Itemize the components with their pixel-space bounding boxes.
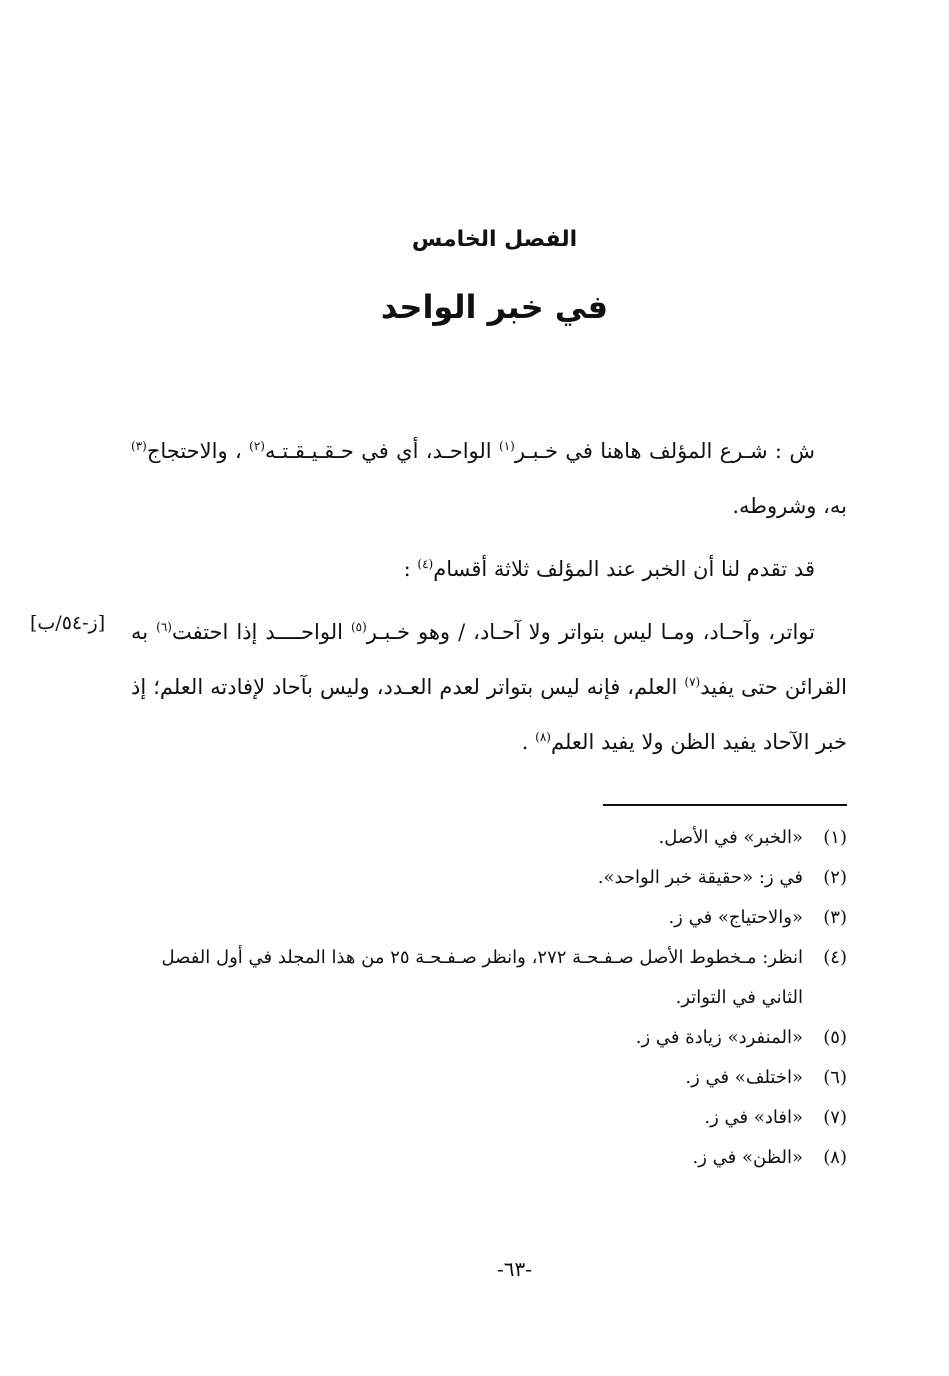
text-run: : [403,557,418,581]
text-run: . [521,730,536,754]
text-run: به، وشروطه. [732,494,847,518]
footnote-number: (٥) [823,1027,847,1048]
footnote-ref[interactable]: (٨) [535,730,551,744]
text-run: ، والاحتجاج [146,439,250,463]
footnote-ref[interactable]: (١) [499,439,515,453]
footnote-ref[interactable]: (٥) [350,620,367,634]
main-text [131,424,847,778]
footnote-item [127,858,847,898]
footnote-text: «اختلف» في ز. [685,1067,803,1088]
footnote-text: «الخبر» في الأصل. [658,827,803,848]
text-run: به القرائن حتى يفيد [131,620,847,699]
footnote-ref[interactable]: (٤) [417,557,434,571]
footnote-item [127,818,847,858]
text-run: تواتر، وآحـاد، ومـا ليس بتواتر ولا آحـاد، / وهو خـبـر [366,620,815,644]
text-run: العلم، فإنه ليس بتواتر لعدم العـدد، وليس بآحاد لإفادته العلم؛ إذ خبر الآحاد يفيد الظن ولا يفيد العلم [131,675,847,754]
footnote-ref[interactable]: (٦) [156,620,172,634]
footnotes-list [127,818,847,1178]
text-run: الواحــــد إذا احتفت [171,620,351,644]
page-number: -٦٣- [496,1257,532,1281]
footnote-number: (٣) [823,907,847,928]
footnote-number: (٤) [823,947,847,968]
footnote-item [127,1098,847,1138]
footnote-item [127,938,847,1018]
chapter-heading: الفصل الخامس [411,227,578,252]
manuscript-folio-marker: [ز-٥٤/ب] [30,612,106,634]
footnote-text: انظر: مـخطوط الأصل صـفـحـة ٢٧٢، وانظر صـفـحـة ٢٥ من هذا المجلد في أول الفصل الثاني في التواتر. [161,947,803,1008]
footnote-separator [603,804,847,806]
footnote-ref[interactable]: (٢) [249,439,265,453]
text-run: ش : شـرع المؤلف هاهنا في خـبـر [514,439,815,463]
footnote-text: في ز: «حقيقة خبر الواحد». [597,867,803,888]
footnote-number: (٨) [823,1147,847,1168]
footnote-item [127,1018,847,1058]
footnote-ref[interactable]: (٧) [684,675,701,689]
footnote-number: (٦) [823,1067,847,1088]
text-run: الواحـد، أي في حـقـيـقـتـه [264,439,499,463]
footnote-number: (٢) [823,867,847,888]
paragraph-2 [131,542,847,597]
paragraph-1 [131,424,847,534]
footnote-number: (١) [823,827,847,848]
footnote-item [127,1138,847,1178]
footnote-text: «افاد» في ز. [704,1107,803,1128]
footnote-item [127,1058,847,1098]
footnote-text: «الظن» في ز. [692,1147,803,1168]
footnote-item [127,898,847,938]
footnote-number: (٧) [823,1107,847,1128]
footnote-ref[interactable]: (٣) [131,439,147,453]
section-title: في خبر الواحد [380,288,609,326]
paragraph-3 [131,605,847,770]
text-run: قد تقدم لنا أن الخبر عند المؤلف ثلاثة أقسام [433,557,815,581]
footnote-text: «والاحتياج» في ز. [668,907,803,928]
footnote-text: «المنفرد» زيادة في ز. [635,1027,803,1048]
